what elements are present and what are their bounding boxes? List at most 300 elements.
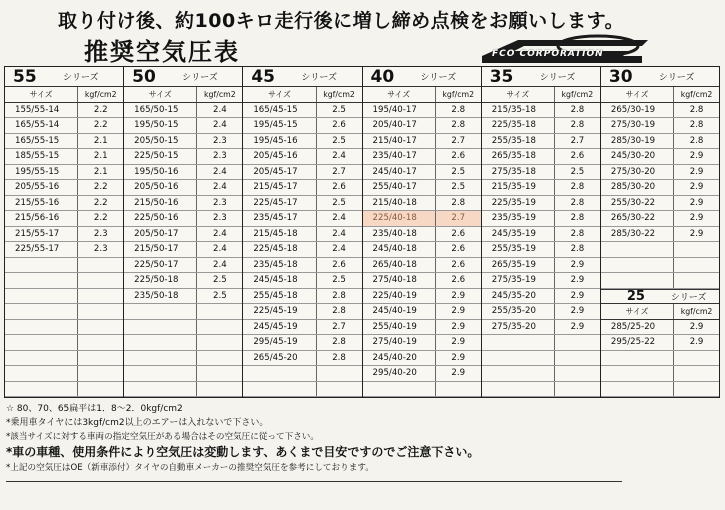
empty-row bbox=[124, 304, 242, 320]
tire-size: 225/50-18 bbox=[124, 273, 197, 288]
table-row bbox=[124, 211, 242, 227]
table-row bbox=[124, 196, 242, 212]
sub-series-header bbox=[601, 289, 719, 305]
pressure-value: 2.6 bbox=[451, 228, 466, 239]
pressure-value: 2.9 bbox=[689, 197, 704, 208]
table-row bbox=[5, 149, 123, 165]
tire-size: 215/56-16 bbox=[5, 211, 78, 226]
tire-size: 195/45-15 bbox=[243, 118, 316, 133]
table-row bbox=[363, 149, 481, 165]
tire-size: 235/45-17 bbox=[243, 211, 316, 226]
table-row bbox=[124, 273, 242, 289]
series-header bbox=[243, 67, 361, 87]
series-column bbox=[601, 67, 719, 397]
tire-size: 245/45-19 bbox=[243, 320, 316, 335]
series-column bbox=[243, 67, 362, 397]
unit-header: kgf/cm2 bbox=[561, 89, 594, 99]
series-header bbox=[482, 67, 600, 87]
pressure-value: 2.6 bbox=[451, 275, 466, 286]
tire-size: 225/50-15 bbox=[124, 149, 197, 164]
series-label: シリーズ bbox=[63, 73, 99, 83]
tire-size: 295/25-22 bbox=[601, 335, 674, 350]
pressure-value: 2.2 bbox=[93, 182, 108, 193]
table-row bbox=[601, 180, 719, 196]
pressure-value: 2.9 bbox=[451, 321, 466, 332]
table-row bbox=[482, 320, 600, 336]
tire-size: 225/50-17 bbox=[124, 258, 197, 273]
pressure-value: 2.9 bbox=[451, 290, 466, 301]
pressure-value: 2.5 bbox=[451, 182, 466, 193]
table-row bbox=[5, 180, 123, 196]
table-row bbox=[601, 103, 719, 119]
empty-row bbox=[482, 351, 600, 367]
table-row bbox=[482, 304, 600, 320]
table-row bbox=[124, 118, 242, 134]
table-row bbox=[363, 320, 481, 336]
pressure-value: 2.4 bbox=[213, 259, 227, 270]
size-header: サイズ bbox=[601, 87, 674, 102]
tire-size: 235/50-18 bbox=[124, 289, 197, 304]
empty-row bbox=[482, 335, 600, 351]
pressure-value: 2.9 bbox=[570, 290, 585, 301]
pressure-value: 2.9 bbox=[689, 182, 704, 193]
table-row bbox=[243, 351, 361, 367]
tire-size: 215/35-19 bbox=[482, 180, 555, 195]
pressure-value: 2.5 bbox=[570, 166, 585, 177]
table-row bbox=[124, 165, 242, 181]
tire-size: 225/40-18 bbox=[363, 211, 436, 226]
table-row bbox=[124, 180, 242, 196]
pressure-value: 2.6 bbox=[451, 259, 466, 270]
table-row bbox=[482, 196, 600, 212]
pressure-value: 2.6 bbox=[332, 182, 346, 193]
pressure-value: 2.9 bbox=[570, 321, 585, 332]
tire-size: 255/35-20 bbox=[482, 304, 555, 319]
tire-size: 255/35-18 bbox=[482, 134, 555, 149]
tire-size: 225/50-16 bbox=[124, 211, 197, 226]
table-row bbox=[601, 134, 719, 150]
tire-size: 215/55-17 bbox=[5, 227, 78, 242]
tire-size: 215/55-16 bbox=[5, 196, 78, 211]
empty-row bbox=[124, 366, 242, 382]
table-row bbox=[482, 180, 600, 196]
table-row bbox=[5, 211, 123, 227]
pressure-value: 2.7 bbox=[332, 166, 346, 177]
unit-header: kgf/cm2 bbox=[680, 306, 713, 316]
tire-size: 215/50-17 bbox=[124, 242, 197, 257]
note-caution: *車の車種、使用条件により空気圧は変動します、あくまで目安ですのでご注意下さい。 bbox=[6, 445, 480, 459]
series-label: シリーズ bbox=[182, 73, 218, 83]
tire-size: 275/35-19 bbox=[482, 273, 555, 288]
tire-size: 215/40-17 bbox=[363, 134, 436, 149]
series-column bbox=[482, 67, 601, 397]
pressure-value: 2.3 bbox=[213, 151, 227, 162]
size-header: サイズ bbox=[601, 304, 674, 319]
empty-row bbox=[601, 258, 719, 274]
pressure-value: 2.2 bbox=[93, 213, 108, 224]
tire-size: 245/45-18 bbox=[243, 273, 316, 288]
column-header-row bbox=[5, 87, 123, 103]
pressure-value: 2.2 bbox=[93, 120, 108, 131]
tire-size: 265/35-18 bbox=[482, 149, 555, 164]
tire-size: 215/45-18 bbox=[243, 227, 316, 242]
series-header bbox=[124, 67, 242, 87]
series-label: シリーズ bbox=[670, 292, 707, 303]
pressure-value: 2.5 bbox=[451, 166, 466, 177]
tire-size: 205/40-17 bbox=[363, 118, 436, 133]
table-row bbox=[243, 180, 361, 196]
pressure-value: 2.5 bbox=[213, 275, 227, 286]
tire-size: 245/35-20 bbox=[482, 289, 555, 304]
tire-size: 195/40-17 bbox=[363, 103, 436, 118]
tire-size: 245/35-19 bbox=[482, 227, 555, 242]
empty-row bbox=[5, 382, 123, 398]
pressure-value: 2.3 bbox=[93, 228, 108, 239]
table-row bbox=[482, 134, 600, 150]
empty-row bbox=[5, 289, 123, 305]
table-row bbox=[363, 211, 481, 227]
unit-header: kgf/cm2 bbox=[442, 89, 475, 99]
table-row bbox=[124, 103, 242, 119]
table-row bbox=[124, 134, 242, 150]
pressure-value: 2.9 bbox=[451, 352, 466, 363]
table-row bbox=[363, 227, 481, 243]
empty-row bbox=[5, 351, 123, 367]
tire-size: 285/30-20 bbox=[601, 180, 674, 195]
table-row bbox=[482, 149, 600, 165]
pressure-value: 2.4 bbox=[213, 182, 227, 193]
table-row bbox=[363, 289, 481, 305]
table-row bbox=[124, 289, 242, 305]
table-row bbox=[363, 196, 481, 212]
pressure-value: 2.8 bbox=[332, 352, 346, 363]
series-number: 30 bbox=[608, 66, 633, 87]
empty-row bbox=[5, 366, 123, 382]
table-row bbox=[243, 335, 361, 351]
tire-size: 165/55-15 bbox=[5, 134, 78, 149]
column-header-row bbox=[601, 87, 719, 103]
pressure-value: 2.5 bbox=[332, 135, 346, 146]
table-row bbox=[482, 211, 600, 227]
pressure-value: 2.6 bbox=[332, 259, 346, 270]
pressure-value: 2.1 bbox=[93, 135, 108, 146]
tire-size: 205/45-17 bbox=[243, 165, 316, 180]
tire-size: 165/55-14 bbox=[5, 118, 78, 133]
table-row bbox=[482, 165, 600, 181]
pressure-value: 2.6 bbox=[451, 151, 466, 162]
tire-size: 235/40-18 bbox=[363, 227, 436, 242]
pressure-value: 2.8 bbox=[689, 120, 704, 131]
unit-header: kgf/cm2 bbox=[84, 89, 117, 99]
tire-size: 225/35-18 bbox=[482, 118, 555, 133]
column-header-row bbox=[243, 87, 361, 103]
table-row bbox=[243, 289, 361, 305]
pressure-value: 2.4 bbox=[213, 244, 227, 255]
table-row bbox=[482, 242, 600, 258]
tire-size: 235/45-18 bbox=[243, 258, 316, 273]
table-row bbox=[243, 196, 361, 212]
tire-size: 225/35-19 bbox=[482, 196, 555, 211]
tire-size: 265/30-22 bbox=[601, 211, 674, 226]
tire-size: 275/35-20 bbox=[482, 320, 555, 335]
size-header: サイズ bbox=[243, 87, 316, 102]
series-number: 45 bbox=[251, 66, 276, 87]
tire-size: 255/45-18 bbox=[243, 289, 316, 304]
unit-header: kgf/cm2 bbox=[680, 89, 713, 99]
series-column bbox=[363, 67, 482, 397]
pressure-value: 2.8 bbox=[332, 337, 346, 348]
table-row bbox=[601, 335, 719, 351]
divider-line bbox=[6, 481, 622, 482]
table-row bbox=[363, 103, 481, 119]
table-row bbox=[243, 118, 361, 134]
pressure-value: 2.9 bbox=[689, 213, 704, 224]
pressure-value: 2.7 bbox=[451, 213, 466, 224]
table-row bbox=[363, 258, 481, 274]
tire-size: 215/45-17 bbox=[243, 180, 316, 195]
tire-size: 265/35-19 bbox=[482, 258, 555, 273]
tire-size: 155/55-14 bbox=[5, 103, 78, 118]
empty-row bbox=[5, 335, 123, 351]
pressure-value: 2.8 bbox=[689, 135, 704, 146]
size-header: サイズ bbox=[124, 87, 197, 102]
empty-row bbox=[243, 382, 361, 398]
tire-size: 225/45-18 bbox=[243, 242, 316, 257]
pressure-value: 2.6 bbox=[451, 244, 466, 255]
empty-row bbox=[5, 258, 123, 274]
pressure-value: 2.1 bbox=[93, 151, 108, 162]
tire-size: 245/30-20 bbox=[601, 149, 674, 164]
empty-row bbox=[243, 366, 361, 382]
table-row bbox=[124, 258, 242, 274]
note-max-pressure: *乗用車タイヤには3kgf/cm2以上のエアーは入れないで下さい。 bbox=[6, 418, 269, 428]
note-flat-ratio: ☆ 80、70、65扁平は1．8～2．0kgf/cm2 bbox=[6, 404, 183, 414]
table-row bbox=[482, 258, 600, 274]
empty-row bbox=[5, 273, 123, 289]
column-header-row bbox=[601, 304, 719, 320]
pressure-value: 2.8 bbox=[570, 120, 585, 131]
pressure-value: 2.7 bbox=[570, 135, 585, 146]
pressure-value: 2.9 bbox=[451, 368, 466, 379]
pressure-value: 2.7 bbox=[451, 135, 466, 146]
pressure-table bbox=[4, 66, 720, 398]
tire-size: 255/30-22 bbox=[601, 196, 674, 211]
series-number: 40 bbox=[370, 66, 395, 87]
tire-size: 265/40-18 bbox=[363, 258, 436, 273]
empty-row bbox=[601, 351, 719, 367]
empty-row bbox=[601, 273, 719, 289]
pressure-value: 2.4 bbox=[332, 213, 346, 224]
tire-size: 215/50-16 bbox=[124, 196, 197, 211]
table-row bbox=[243, 149, 361, 165]
table-row bbox=[363, 134, 481, 150]
unit-header: kgf/cm2 bbox=[323, 89, 355, 99]
table-row bbox=[5, 196, 123, 212]
tire-size: 265/45-20 bbox=[243, 351, 316, 366]
series-number: 35 bbox=[489, 66, 514, 87]
table-row bbox=[243, 211, 361, 227]
series-header bbox=[5, 67, 123, 87]
table-row bbox=[243, 242, 361, 258]
pressure-value: 2.6 bbox=[570, 151, 585, 162]
table-row bbox=[363, 366, 481, 382]
table-row bbox=[243, 227, 361, 243]
pressure-value: 2.9 bbox=[689, 166, 704, 177]
page-title: 推奨空気圧表 bbox=[84, 38, 240, 66]
tire-size: 185/55-15 bbox=[5, 149, 78, 164]
pressure-value: 2.4 bbox=[213, 120, 227, 131]
pressure-value: 2.3 bbox=[213, 213, 227, 224]
size-header: サイズ bbox=[482, 87, 555, 102]
table-row bbox=[363, 180, 481, 196]
tire-size: 235/40-17 bbox=[363, 149, 436, 164]
table-row bbox=[363, 165, 481, 181]
table-row bbox=[363, 335, 481, 351]
pressure-value: 2.8 bbox=[332, 306, 346, 317]
pressure-value: 2.8 bbox=[570, 104, 585, 115]
sub-series-number: 25 bbox=[626, 288, 645, 304]
table-row bbox=[5, 134, 123, 150]
table-row bbox=[363, 304, 481, 320]
tire-size: 235/35-19 bbox=[482, 211, 555, 226]
pressure-value: 2.8 bbox=[570, 213, 585, 224]
pressure-value: 2.9 bbox=[570, 306, 585, 317]
pressure-value: 2.9 bbox=[689, 337, 704, 348]
table-row bbox=[482, 273, 600, 289]
pressure-value: 2.9 bbox=[689, 321, 704, 332]
series-column bbox=[5, 67, 124, 397]
tire-size: 225/40-19 bbox=[363, 289, 436, 304]
column-header-row bbox=[363, 87, 481, 103]
table-row bbox=[5, 118, 123, 134]
table-row bbox=[243, 134, 361, 150]
pressure-value: 2.9 bbox=[689, 151, 704, 162]
series-column bbox=[124, 67, 243, 397]
pressure-value: 2.6 bbox=[332, 120, 346, 131]
pressure-value: 2.4 bbox=[213, 228, 227, 239]
pressure-value: 2.2 bbox=[93, 104, 108, 115]
table-row bbox=[243, 103, 361, 119]
tire-size: 205/50-15 bbox=[124, 134, 197, 149]
column-header-row bbox=[124, 87, 242, 103]
table-row bbox=[243, 273, 361, 289]
empty-row bbox=[5, 304, 123, 320]
size-header: サイズ bbox=[5, 87, 78, 102]
tire-size: 215/40-18 bbox=[363, 196, 436, 211]
notice-heading: 取り付け後、約100キロ走行後に増し締め点検をお願いします。 bbox=[58, 10, 625, 32]
pressure-value: 2.8 bbox=[570, 182, 585, 193]
size-header: サイズ bbox=[363, 87, 436, 102]
table-row bbox=[601, 196, 719, 212]
tire-size: 245/40-18 bbox=[363, 242, 436, 257]
table-row bbox=[124, 242, 242, 258]
tire-size: 205/50-17 bbox=[124, 227, 197, 242]
pressure-value: 2.3 bbox=[213, 135, 227, 146]
empty-row bbox=[601, 242, 719, 258]
column-header-row bbox=[482, 87, 600, 103]
notes-section bbox=[6, 402, 722, 475]
empty-row bbox=[124, 335, 242, 351]
pressure-value: 2.8 bbox=[451, 120, 466, 131]
tire-size: 225/45-17 bbox=[243, 196, 316, 211]
pressure-value: 2.1 bbox=[93, 166, 108, 177]
logo-text: FCO CORPORATION bbox=[492, 49, 604, 59]
table-row bbox=[124, 227, 242, 243]
series-label: シリーズ bbox=[658, 73, 695, 83]
table-row bbox=[5, 227, 123, 243]
tire-size: 265/30-19 bbox=[601, 103, 674, 118]
pressure-value: 2.9 bbox=[570, 275, 585, 286]
series-number: 55 bbox=[13, 66, 37, 87]
table-row bbox=[363, 351, 481, 367]
pressure-value: 2.7 bbox=[332, 321, 346, 332]
empty-row bbox=[124, 382, 242, 398]
pressure-value: 2.4 bbox=[213, 104, 227, 115]
pressure-value: 2.8 bbox=[570, 197, 585, 208]
pressure-value: 2.5 bbox=[213, 290, 227, 301]
pressure-value: 2.8 bbox=[332, 290, 346, 301]
tire-size: 245/40-19 bbox=[363, 304, 436, 319]
empty-row bbox=[601, 382, 719, 398]
tire-size: 195/55-15 bbox=[5, 165, 78, 180]
table-row bbox=[601, 211, 719, 227]
table-row bbox=[5, 103, 123, 119]
tire-size: 255/35-19 bbox=[482, 242, 555, 257]
table-row bbox=[243, 320, 361, 336]
pressure-value: 2.4 bbox=[332, 244, 346, 255]
pressure-value: 2.8 bbox=[689, 104, 704, 115]
series-number: 50 bbox=[132, 66, 156, 87]
tire-size: 275/30-20 bbox=[601, 165, 674, 180]
table-row bbox=[482, 227, 600, 243]
table-row bbox=[601, 227, 719, 243]
tire-size: 245/40-20 bbox=[363, 351, 436, 366]
table-row bbox=[363, 273, 481, 289]
pressure-value: 2.4 bbox=[213, 166, 227, 177]
unit-header: kgf/cm2 bbox=[204, 89, 236, 99]
pressure-value: 2.8 bbox=[570, 244, 585, 255]
table-row bbox=[363, 118, 481, 134]
series-label: シリーズ bbox=[539, 73, 576, 83]
tire-size: 285/30-22 bbox=[601, 227, 674, 242]
table-row bbox=[601, 320, 719, 336]
pressure-value: 2.3 bbox=[213, 197, 227, 208]
tire-size: 275/30-19 bbox=[601, 118, 674, 133]
table-row bbox=[124, 149, 242, 165]
tire-size: 165/45-15 bbox=[243, 103, 316, 118]
tire-size: 205/55-16 bbox=[5, 180, 78, 195]
table-row bbox=[5, 242, 123, 258]
tire-size: 225/55-17 bbox=[5, 242, 78, 257]
series-header bbox=[363, 67, 481, 87]
tire-size: 195/50-15 bbox=[124, 118, 197, 133]
table-row bbox=[601, 149, 719, 165]
tire-size: 295/45-19 bbox=[243, 335, 316, 350]
pressure-value: 2.8 bbox=[570, 228, 585, 239]
pressure-value: 2.2 bbox=[93, 197, 108, 208]
table-row bbox=[243, 165, 361, 181]
tire-size: 285/30-19 bbox=[601, 134, 674, 149]
tire-size: 285/25-20 bbox=[601, 320, 674, 335]
tire-size: 295/40-20 bbox=[363, 366, 436, 381]
company-logo bbox=[478, 34, 654, 64]
table-row bbox=[243, 258, 361, 274]
pressure-value: 2.8 bbox=[451, 197, 466, 208]
empty-row bbox=[363, 382, 481, 398]
tire-size: 275/40-18 bbox=[363, 273, 436, 288]
empty-row bbox=[5, 320, 123, 336]
pressure-value: 2.9 bbox=[570, 259, 585, 270]
